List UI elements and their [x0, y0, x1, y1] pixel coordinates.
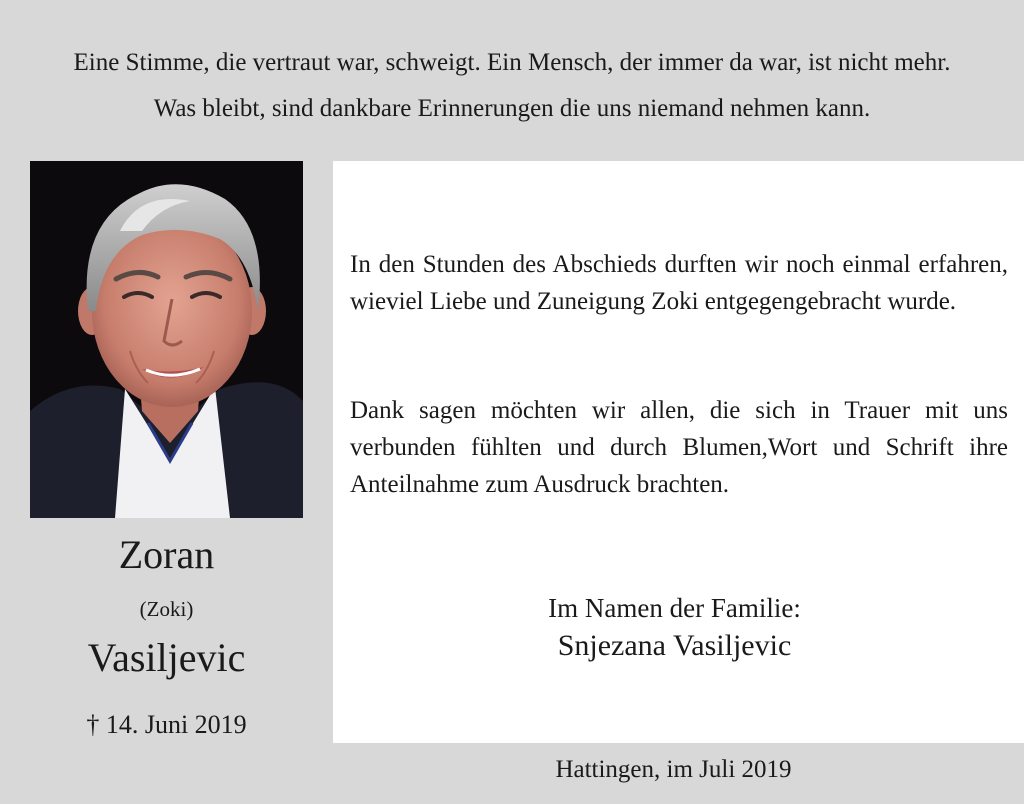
thanks-paragraph-1: In den Stunden des Abschieds durften wir noch einmal erfahren, wieviel Liebe und Zuneigung Zoki entgegengebracht wurde.: [350, 251, 1008, 315]
deceased-first-name: Zoran: [118, 532, 215, 577]
signature-intro: Im Namen der Familie:: [548, 593, 801, 623]
thanks-paragraph-2: Dank sagen möchten wir allen, die sich in Trauer mit uns verbunden fühlten und durch Blumen,Wort und Schrift ihre Anteilnahme zum Ausdruck brachten.: [350, 397, 1008, 498]
thanks-panel: [333, 161, 1024, 743]
quote-line-2: Was bleibt, sind dankbare Erinnerungen die uns niemand nehmen kann.: [153, 95, 871, 122]
deceased-last-name: Vasiljevic: [87, 635, 246, 680]
memorial-quote: [0, 40, 1024, 132]
death-date: † 14. Juni 2019: [86, 710, 247, 739]
quote-line-1: Eine Stimme, die vertraut war, schweigt. Ein Mensch, der immer da war, ist nicht mehr.: [73, 49, 951, 76]
place-and-date: Hattingen, im Juli 2019: [555, 756, 792, 783]
signature-name: Snjezana Vasiljevic: [557, 629, 792, 662]
portrait-photo: [30, 161, 303, 518]
deceased-nickname: (Zoki): [139, 597, 194, 621]
